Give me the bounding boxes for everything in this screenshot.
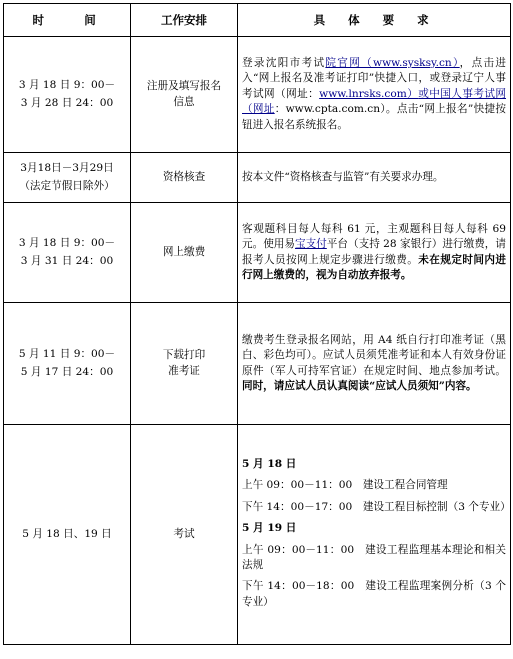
task-cell: 下载打印 准考证: [131, 303, 238, 425]
time-cell: 3 月 18 日 9：00－ 3 月 31 日 24：00: [4, 203, 131, 303]
task-cell: 考试: [131, 425, 238, 645]
exam-session: 下午 14：00－17：00 建设工程目标控制（3 个专业）: [242, 500, 511, 513]
requirement-cell: 缴费考生登录报名网站，用 A4 纸自行打印准考证（黑白、彩色均可）。应试人员须凭准考证和本人有效身份证原件（军人可持军官证）在规定时间、地点参加考试。同时，请应试人员认真阅读“应试人员须知”内容。: [238, 303, 511, 425]
cpta-link[interactable]: 或中国人事考试网（网址: [242, 87, 506, 116]
header-time: 时 间: [4, 4, 131, 37]
table-row: [4, 153, 511, 203]
time-cell: 5 月 18 日、19 日: [4, 425, 131, 645]
requirement-cell: 客观题科目每人每科 61 元，主观题科目每人每科 69 元。使用易宝支付平台（支持 28 家银行）进行缴费，请报考人员按网上规定步骤进行缴费。未在规定时间内进行网上缴费的，视为自动放弃报考。: [238, 203, 511, 303]
exam-schedule-cell: [238, 425, 511, 645]
sysksy-link[interactable]: 院官网（www.sysksy.cn）: [325, 57, 460, 70]
schedule-table: [3, 3, 511, 645]
table-row: [4, 37, 511, 153]
table-row: [4, 425, 511, 645]
exam-day-title: 5 月 19 日: [242, 522, 297, 535]
yeepay-link[interactable]: 宝支付: [295, 238, 327, 251]
lnrsks-link[interactable]: www.lnrsks.com）: [319, 87, 419, 100]
exam-session: 上午 09：00－11：00 建设工程监理基本理论和相关法规: [242, 543, 506, 571]
table-row: [4, 203, 511, 303]
task-cell: 资格核查: [131, 153, 238, 203]
task-cell: 网上缴费: [131, 203, 238, 303]
exam-session: 上午 09：00－11：00 建设工程合同管理: [242, 479, 448, 492]
task-cell: 注册及填写报名 信息: [131, 37, 238, 153]
table-row: [4, 303, 511, 425]
exam-session: 下午 14：00－18：00 建设工程监理案例分析（3 个专业）: [242, 580, 506, 608]
time-cell: 3月18日－3月29日 （法定节假日除外）: [4, 153, 131, 203]
exam-day-title: 5 月 18 日: [242, 458, 297, 471]
header-row: [4, 4, 511, 37]
header-task: 工作安排: [131, 4, 238, 37]
header-requirements: 具 体 要 求: [238, 4, 511, 37]
requirement-cell: 登录沈阳市考试院官网（www.sysksy.cn），点击进入“网上报名及准考证打印”快捷入口，或登录辽宁人事考试网（网址：www.lnrsks.com）或中国人事考试网（网址：www.cpta.com.cn）。点击“网上报名”快捷按钮进入报名系统报名。: [238, 37, 511, 153]
time-cell: 3 月 18 日 9：00－ 3 月 28 日 24：00: [4, 37, 131, 153]
time-cell: 5 月 11 日 9：00－ 5 月 17 日 24：00: [4, 303, 131, 425]
requirement-cell: 按本文件“资格核查与监管”有关要求办理。: [238, 153, 511, 203]
